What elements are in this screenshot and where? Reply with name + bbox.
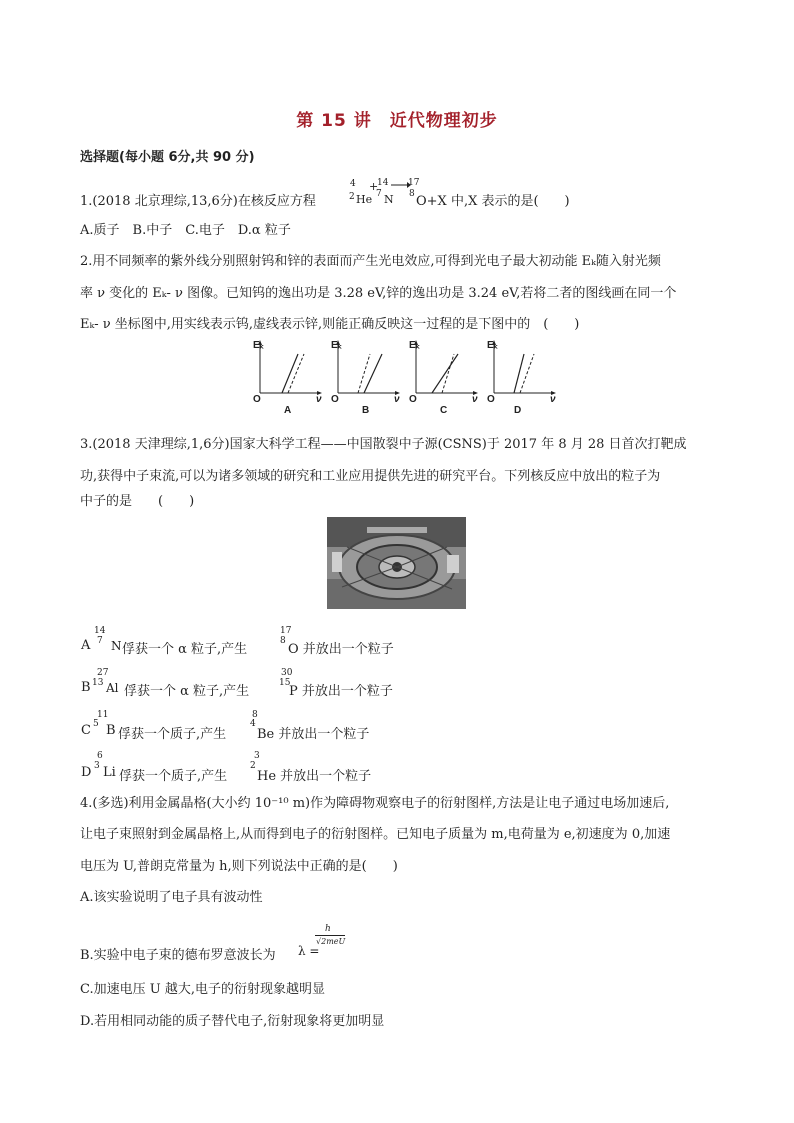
graph-d-xlabel: ν (550, 394, 556, 405)
csns-facility-photo (327, 517, 466, 609)
q1-n-charge: 7 (376, 189, 382, 199)
page-title: 第 15 讲 近代物理初步 (296, 111, 498, 131)
q3-opt-b-product: P 并放出一个粒子 (289, 684, 393, 699)
section-heading: 选择题(每小题 6分,共 90 分) (80, 150, 255, 165)
q4-fraction-bar (315, 935, 345, 936)
q3-opt-d-charge: 3 (94, 761, 100, 771)
graph-b-label: B (362, 405, 370, 416)
q3-opt-c-mass: 11 (97, 710, 109, 720)
q1-plus: + (369, 180, 379, 193)
graph-a-xlabel: ν (316, 394, 322, 405)
q3-opt-a-nucleus: N (111, 639, 122, 653)
q3-line-2: 功,获得中子束流,可以为诸多领域的研究和工业应用提供先进的研究平台。下列核反应中放出的粒子为 (80, 469, 661, 484)
graph-d-ylabel: Eₖ (487, 340, 498, 351)
q3-opt-a-charge: 7 (97, 636, 103, 646)
q3-opt-a-letter: A (81, 638, 91, 653)
graph-c-label: C (440, 405, 448, 416)
q3-opt-b-letter: B (81, 680, 91, 695)
graph-a-label: A (284, 405, 292, 416)
q1-stem-a: 1.(2018 北京理综,13,6分)在核反应方程 (80, 194, 316, 209)
q4-line-2: 让电子束照射到金属晶格上,从而得到电子的衍射图样。已知电子质量为 m,电荷量为 e,初速度为 0,加速 (80, 827, 671, 842)
q1-o-charge: 8 (409, 189, 415, 199)
q3-opt-d-mass: 6 (97, 751, 103, 761)
q1-o-mass: 17 (408, 178, 420, 188)
q3-line-1: 3.(2018 天津理综,1,6分)国家大科学工程——中国散裂中子源(CSNS)于 2017 年 8 月 28 日首次打靶成 (80, 437, 687, 452)
q3-opt-c-product-mass: 8 (252, 710, 258, 720)
q4-option-a: A.该实验说明了电子具有波动性 (80, 890, 263, 905)
q3-opt-b-charge: 13 (92, 678, 104, 688)
q1-he: He (356, 193, 373, 206)
q4-line-3: 电压为 U,普朗克常量为 h,则下列说法中正确的是( ) (80, 859, 398, 874)
q3-opt-d-product-charge: 2 (250, 761, 256, 771)
q1-stem-b: O+X 中,X 表示的是( ) (416, 194, 570, 209)
graph-b-dashed-line (358, 354, 370, 393)
q3-opt-d-product: He 并放出一个粒子 (257, 769, 372, 784)
graph-b-ylabel: Eₖ (331, 340, 342, 351)
q3-opt-c-letter: C (81, 723, 91, 738)
q4-fraction-numerator: h (325, 924, 331, 934)
graph-c-origin: O (409, 394, 417, 405)
q3-opt-c-product: Be 并放出一个粒子 (257, 727, 370, 742)
q4-option-c: C.加速电压 U 越大,电子的衍射现象越明显 (80, 982, 325, 997)
q2-line-1: 2.用不同频率的紫外线分别照射钨和锌的表面而产生光电效应,可得到光电子最大初动能 Eₖ随入射光频 (80, 254, 661, 269)
graph-c-xlabel: ν (472, 394, 478, 405)
q1-he-charge: 2 (349, 192, 355, 202)
q4-line-1: 4.(多选)利用金属晶格(大小约 10⁻¹⁰ m)作为障碍物观察电子的衍射图样,方法是让电子通过电场加速后, (80, 796, 670, 811)
q1-n-mass: 14 (377, 178, 389, 188)
graph-b-origin: O (331, 394, 339, 405)
q3-opt-b-nucleus: Al (106, 681, 119, 695)
q3-opt-a-product-charge: 8 (280, 636, 286, 646)
graph-d-label: D (514, 405, 522, 416)
q1-he-mass: 4 (350, 179, 356, 189)
graph-c-ylabel: Eₖ (409, 340, 420, 351)
graph-c-dashed-line (442, 354, 454, 393)
q4-option-b: B.实验中电子束的德布罗意波长为 (80, 948, 276, 963)
graph-a-origin: O (253, 394, 261, 405)
q2-line-3: Eₖ- ν 坐标图中,用实线表示钨,虚线表示锌,则能正确反映这一过程的是下图中的 ( ) (80, 317, 580, 332)
q4-fraction-denominator: √2meU (316, 937, 346, 946)
q3-opt-b-product-mass: 30 (281, 668, 293, 678)
q3-opt-a-mid: 俘获一个 α 粒子,产生 (122, 642, 248, 657)
q3-opt-b-mid: 俘获一个 α 粒子,产生 (124, 684, 250, 699)
q4-lambda: λ = (298, 944, 320, 958)
graph-c-solid-line (432, 354, 458, 393)
q3-opt-a-mass: 14 (94, 626, 106, 636)
q3-opt-a-product-mass: 17 (280, 626, 292, 636)
q1-options: A.质子 B.中子 C.电子 D.α 粒子 (80, 223, 291, 238)
q3-line-3: 中子的是 ( ) (80, 494, 195, 509)
q3-opt-c-mid: 俘获一个质子,产生 (118, 727, 227, 742)
q4-option-d: D.若用相同动能的质子替代电子,衍射现象将更加明显 (80, 1014, 385, 1029)
q3-opt-d-product-mass: 3 (254, 751, 260, 761)
q3-opt-d-nucleus: Li (103, 765, 116, 780)
q3-opt-c-nucleus: B (106, 723, 116, 738)
q3-opt-a-product: O 并放出一个粒子 (288, 642, 394, 657)
q1-n: N (384, 193, 394, 206)
q3-opt-c-charge: 5 (93, 719, 99, 729)
graph-a-ylabel: Eₖ (253, 340, 264, 351)
q3-opt-b-product-charge: 15 (279, 678, 291, 688)
q3-opt-d-letter: D (81, 765, 92, 780)
q3-opt-d-mid: 俘获一个质子,产生 (119, 769, 228, 784)
graph-b-solid-line (364, 354, 382, 393)
q3-opt-c-product-charge: 4 (250, 719, 256, 729)
q3-opt-b-mass: 27 (97, 668, 109, 678)
graph-b-xlabel: ν (394, 394, 400, 405)
graph-d-origin: O (487, 394, 495, 405)
q2-line-2: 率 ν 变化的 Eₖ- ν 图像。已知钨的逸出功是 3.28 eV,锌的逸出功是 3.24 eV,若将二者的图线画在同一个 (80, 286, 677, 301)
